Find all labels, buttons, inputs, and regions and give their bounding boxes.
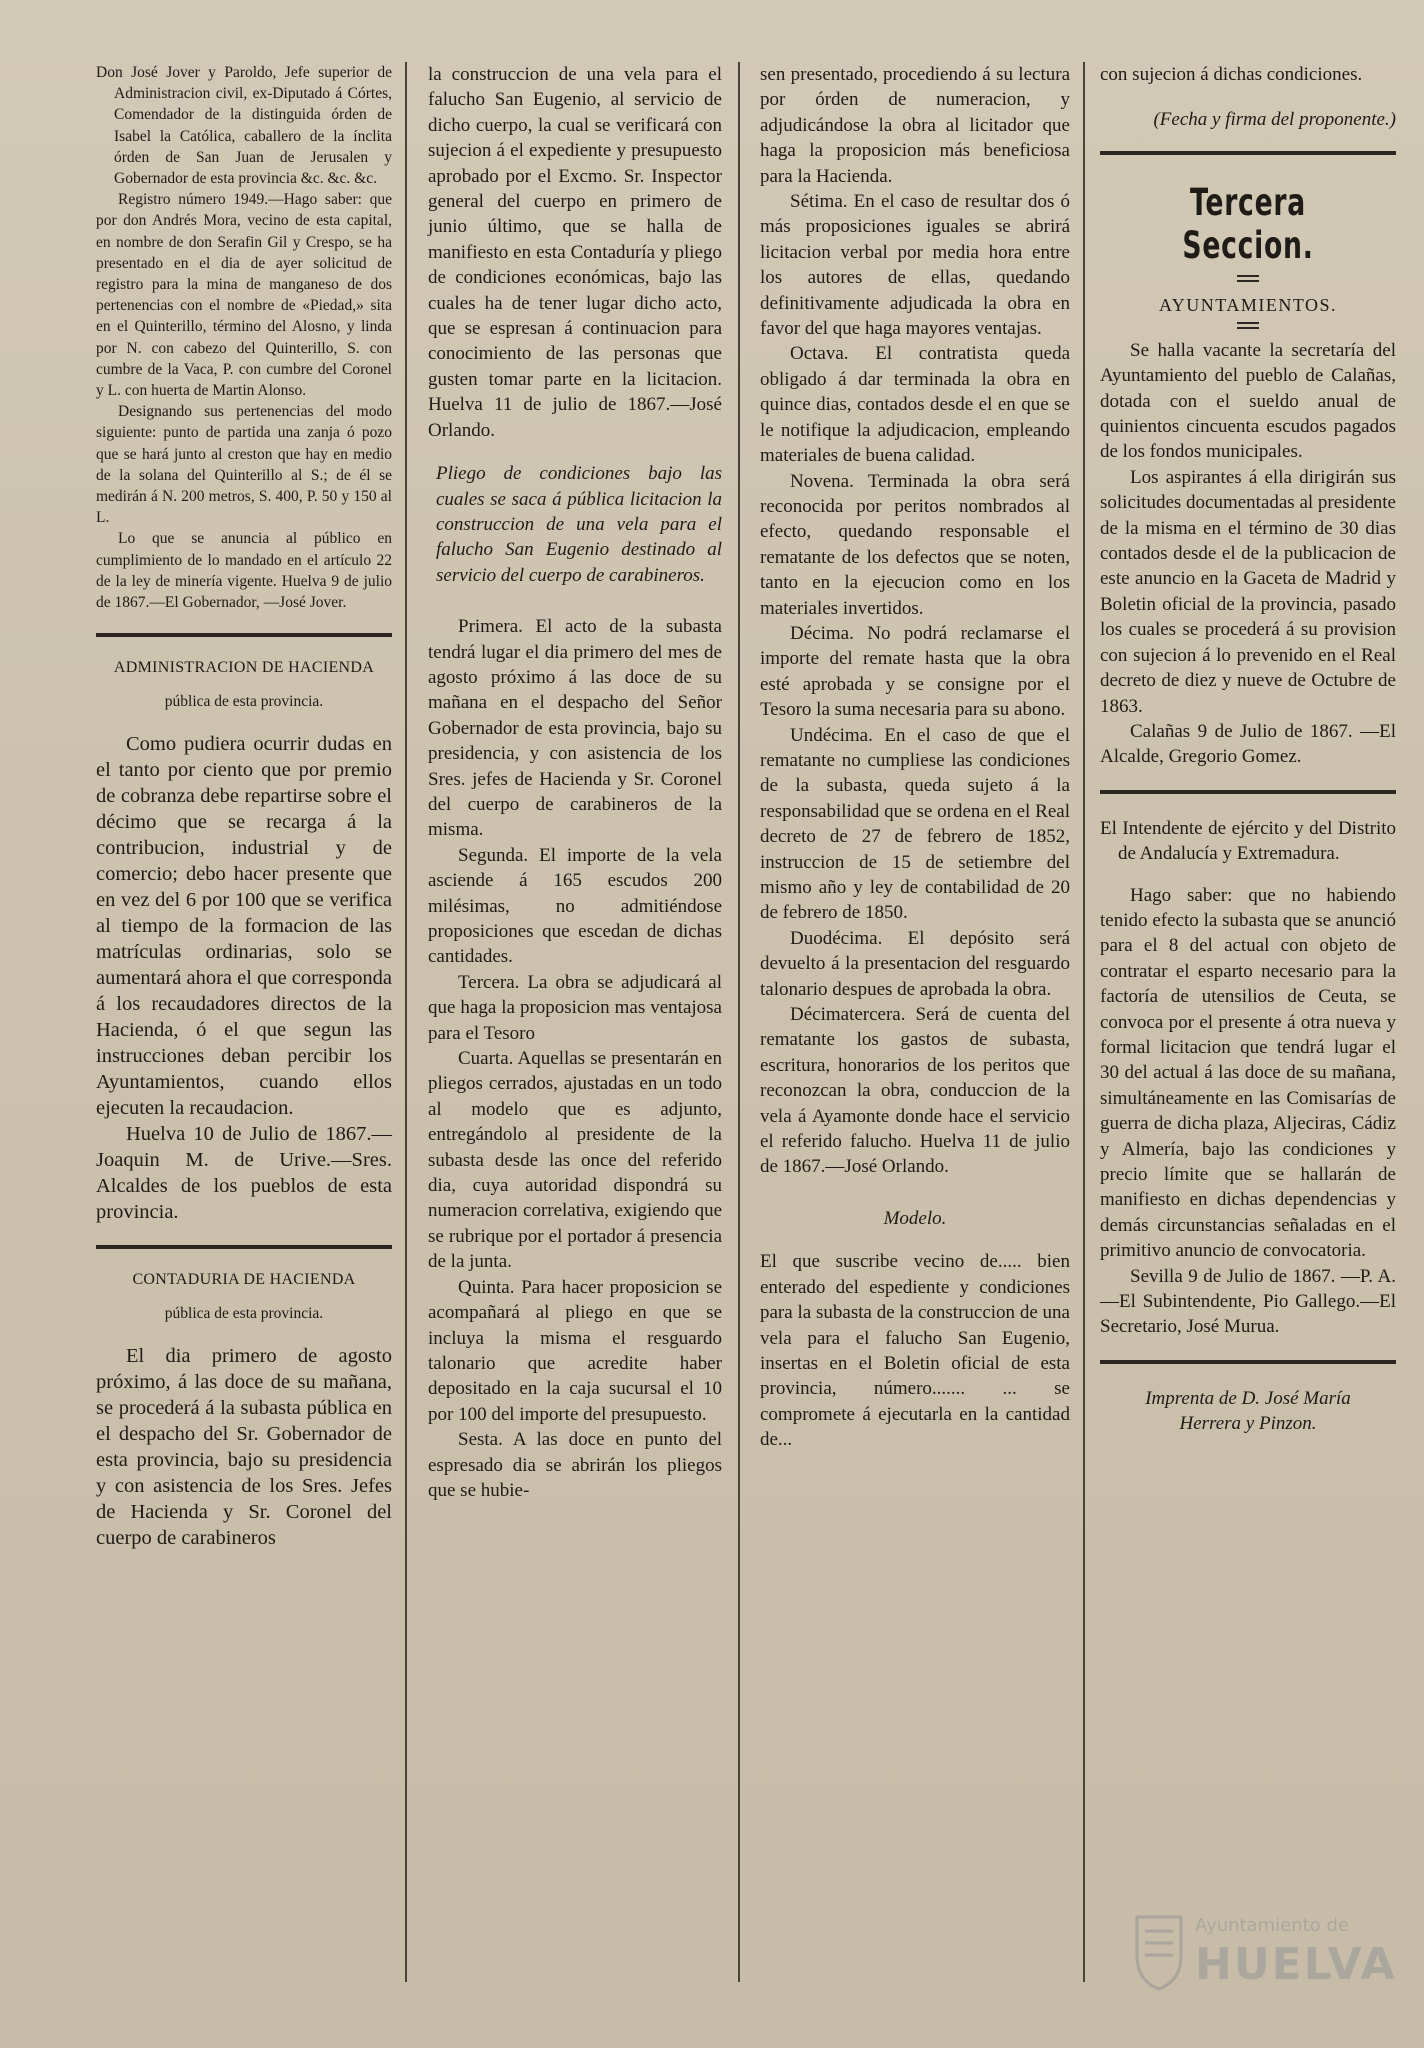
condition-11: Undécima. En el caso de que el rematante no cumpliese las condiciones de la subasta, queda sujeto á la responsabilidad que se ordena en el Real decreto de 27 de febrero de 1852, instruccion de 15 de setiembre del mismo año y ley de contabilidad de 20 de febrero de 1850.: [760, 724, 1070, 924]
section-divider: [1100, 790, 1396, 794]
column-divider: [405, 62, 407, 1982]
hacienda-title: ADMINISTRACION DE HACIENDA: [113, 659, 375, 677]
contaduria-subtitle: pública de esta provincia.: [164, 1305, 324, 1323]
ayuntamiento-paragraph: Los aspirantes á ella dirigirán sus solicitudes documentadas al presidente de la misma en el término de 30 dias contados desde el de la publicacion de este anuncio en la Gaceta de Madrid y Boletin oficial de la provincia, pasado los cuales se procederá á su provision con sujecion á lo prevenido en el Real decreto de diez y nueve de Octubre de 1863.: [1100, 466, 1396, 717]
column-divider: [738, 62, 740, 1982]
shield-icon: [1133, 1911, 1185, 1991]
double-dash: [1237, 322, 1259, 324]
column-4: [1100, 62, 1396, 2018]
intendente-paragraph: Hago saber: que no habiendo tenido efecto la subasta que se anunció para el 8 del actual con objeto de contratar el esparto necesario para la factoría de utensilios de Ceuta, se convoca por el presente á otra nueva y formal licitacion que tendrá lugar el 30 del actual á las doce de su mañana, simultáneamente en las Comisarías de guerra de dicha plaza, Aljeciras, Cádiz y Almería, bajo las condiciones y precio límite que se hallarán de manifiesto en dichas dependencias y demás circunstancias señaladas en el primitivo anuncio de convocatoria.: [1100, 884, 1396, 1262]
huelva-watermark: [1125, 1905, 1397, 2015]
subasta-paragraph: la construccion de una vela para el falucho San Eugenio, al servicio de dicho cuerpo, la cual se verificará con sujecion á el expediente y presupuesto aprobado por el Excmo. Sr. Inspector general del cuerpo en primero de junio último, que se halla de manifiesto en esta Contaduría y pliego de condiciones económicas, bajo las cuales ha de tener lugar dicho acto, que se espresan á continuacion para conocimiento de las personas que gusten tomar parte en la licitacion. Huelva 11 de julio de 1867.—José Orlando.: [428, 64, 722, 441]
intendente-signature: Sevilla 9 de Julio de 1867. —P. A.—El Subintendente, Pio Gallego.—El Secretario, José Murua.: [1100, 1265, 1396, 1338]
decree-paragraph: Designando sus pertenencias del modo siguiente: punto de partida una zanja ó pozo que se hará junto al creston que hay en medio de la solana del Quinterillo al S.; de él se medirán á N. 200 metros, S. 400, P. 50 y 150 al L.: [96, 403, 392, 527]
section-divider: [1100, 1360, 1396, 1364]
condition-1: Primera. El acto de la subasta tendrá lugar el dia primero del mes de agosto próximo á las doce de su mañana en el despacho del Señor Gobernador de esta provincia, bajo su presidencia, y con asistencia de los Sres. jefes de Hacienda y Sr. Coronel del cuerpo de carabineros de la misma.: [428, 616, 722, 841]
condition-5: Quinta. Para hacer proposicion se acompañará al pliego en que se incluya la misma el resguardo talonario que acredite haber depositado en la caja sucursal el 10 por 100 del importe del presupuesto.: [428, 1276, 722, 1425]
condition-6: Sesta. A las doce en punto del espresado dia se abrirán los pliegos que se hubie-: [428, 1429, 722, 1501]
hacienda-subtitle: pública de esta provincia.: [164, 693, 324, 711]
column-3: [760, 62, 1070, 2018]
column-divider: [1083, 62, 1085, 1982]
watermark-line-1: Ayuntamiento de: [1195, 1915, 1349, 1936]
decree-paragraph: Lo que se anuncia al público en cumplimiento de lo mandado en el artículo 22 de la ley de minería vigente. Huelva 9 de julio de 1867.—El Gobernador, —José Jover.: [96, 530, 392, 612]
condition-3: Tercera. La obra se adjudicará al que haga la proposicion mas ventajosa para el Tesoro: [428, 971, 722, 1044]
modelo-continued: con sujecion á dichas condiciones.: [1100, 64, 1363, 85]
condition-12: Duodécima. El depósito será devuelto á la presentacion del resguardo talonario despues de aprobada la obra.: [760, 927, 1070, 1000]
hacienda-paragraph: Como pudiera ocurrir dudas en el tanto por ciento que por premio de cobranza debe repartirse sobre el décimo que se recarga á la contribucion, industrial y de comercio; debo hacer presente que en vez del 6 por 100 que se verifica al tiempo de la formacion de las matrículas ordinarias, solo se aumentará ahora el que corresponda á los recaudadores directos de la Hacienda, ó el que segun las instrucciones deban percibir los Ayuntamientos, cuando ellos ejecuten la recaudacion.: [96, 733, 392, 1120]
condition-7: Sétima. En el caso de resultar dos ó más proposiciones iguales se abrirá licitacion verbal por media hora entre los autores de ellas, quedando definitivamente adjudicada la obra en favor del que haga mayores ventajas.: [760, 191, 1070, 340]
section-divider: [96, 633, 392, 637]
column-2: [428, 62, 722, 2018]
ayuntamiento-signature: Calañas 9 de Julio de 1867. —El Alcalde, Gregorio Gomez.: [1100, 720, 1396, 768]
section-divider: [96, 1245, 392, 1249]
imprenta-line: Imprenta de D. José María Herrera y Pinzon.: [1145, 1387, 1351, 1435]
modelo-title: Modelo.: [883, 1207, 947, 1229]
watermark-line-2: HUELVA: [1195, 1939, 1397, 1990]
condition-2: Segunda. El importe de la vela asciende á 165 escudos 200 milésimas, no admitiéndose proposiciones que escedan de dichas cantidades.: [428, 844, 722, 968]
condition-4: Cuarta. Aquellas se presentarán en pliegos cerrados, ajustadas en un todo al modelo que es adjunto, entregándolo al presidente de la subasta desde las once del referido dia, cuya autoridad dispondrá su numeracion correlativa, exigiendo que se rubrique por el portador á presencia de la junta.: [428, 1048, 722, 1273]
ayuntamiento-paragraph: Se halla vacante la secretaría del Ayuntamiento del pueblo de Calañas, dotada con el sueldo anual de quinientos cincuenta escudos pagados de los fondos municipales.: [1100, 339, 1396, 463]
contaduria-paragraph: El dia primero de agosto próximo, á las doce de su mañana, se procederá á la subasta pública en el despacho del Sr. Gobernador de esta provincia, bajo su presidencia y con asistencia de los Sres. Jefes de Hacienda y Sr. Coronel del cuerpo de carabineros: [96, 1345, 392, 1550]
section-divider: [1100, 151, 1396, 155]
section-title: Tercera Seccion.: [1182, 180, 1314, 267]
modelo-text: El que suscribe vecino de..... bien enterado del espediente y condiciones para la subasta de la construccion de una vela para el falucho San Eugenio, insertas en el Boletin oficial de esta provincia, número....... ... se compromete á ejecutarla en la cantidad de...: [760, 1251, 1070, 1451]
condition-10: Décima. No podrá reclamarse el importe del remate hasta que la obra esté aprobada y se consigne por el Tesoro la suma necesaria para su abono.: [760, 622, 1070, 721]
condition-6-continued: sen presentado, procediendo á su lectura por órden de numeracion, y adjudicándose la obra al licitador que haga la proposicion más beneficiosa para la Hacienda.: [760, 64, 1070, 187]
decree-paragraph: Registro número 1949.—Hago saber: que por don Andrés Mora, vecino de esta capital, en nombre de don Serafin Gil y Crespo, se ha presentado en el dia de ayer solicitud de registro para la mina de manganeso de dos pertenencias con el nombre de «Piedad,» sita en el Quinterillo, término del Alosno, y linda por N. con cabezo del Quinterillo, S. con cumbre de la Vaca, P. con cumbre del Coronel y L. con huerta de Martin Alonso.: [96, 191, 392, 400]
ayuntamientos-title: AYUNTAMIENTOS.: [1158, 294, 1338, 315]
fecha-firma: (Fecha y firma del proponente.): [1153, 109, 1396, 131]
contaduria-title: CONTADURIA DE HACIENDA: [132, 1271, 356, 1289]
pliego-title: Pliego de condiciones bajo las cuales se saca á pública licitacion la construccion de una vela para el falucho San Eugenio destinado al servicio del cuerpo de carabineros.: [436, 463, 722, 586]
condition-8: Octava. El contratista queda obligado á dar terminada la obra en quince dias, contados desde el en que se le notifique la adjudicacion, empleando materiales de buena calidad.: [760, 343, 1070, 467]
double-dash: [1237, 275, 1259, 277]
column-1: [96, 62, 392, 2018]
condition-9: Novena. Terminada la obra será reconocida por peritos nombrados al efecto, quedando responsable el rematante de los defectos que se noten, tanto en la ejecucion como en los materiales invertidos.: [760, 470, 1070, 619]
intendente-title: El Intendente de ejército y del Distrito de Andalucía y Extremadura.: [1100, 817, 1396, 865]
condition-13: Décimatercera. Será de cuenta del rematante los gastos de subasta, escritura, honorarios de los peritos que reconozcan la obra, conduccion de la vela á Ayamonte donde hace el servicio el referido falucho. Huelva 11 de julio de 1867.—José Orlando.: [760, 1004, 1070, 1178]
decree-header: Don José Jover y Paroldo, Jefe superior de Administracion civil, ex-Diputado á Córtes, Comendador de la distinguida órden de Isabel la Católica, caballero de la ínclita órden de San Juan de Jerusalen y Gobernador de esta provincia &c. &c. &c.: [96, 64, 392, 188]
hacienda-signature: Huelva 10 de Julio de 1867.—Joaquin M. de Urive.—Sres. Alcaldes de los pueblos de esta provincia.: [96, 1123, 392, 1224]
